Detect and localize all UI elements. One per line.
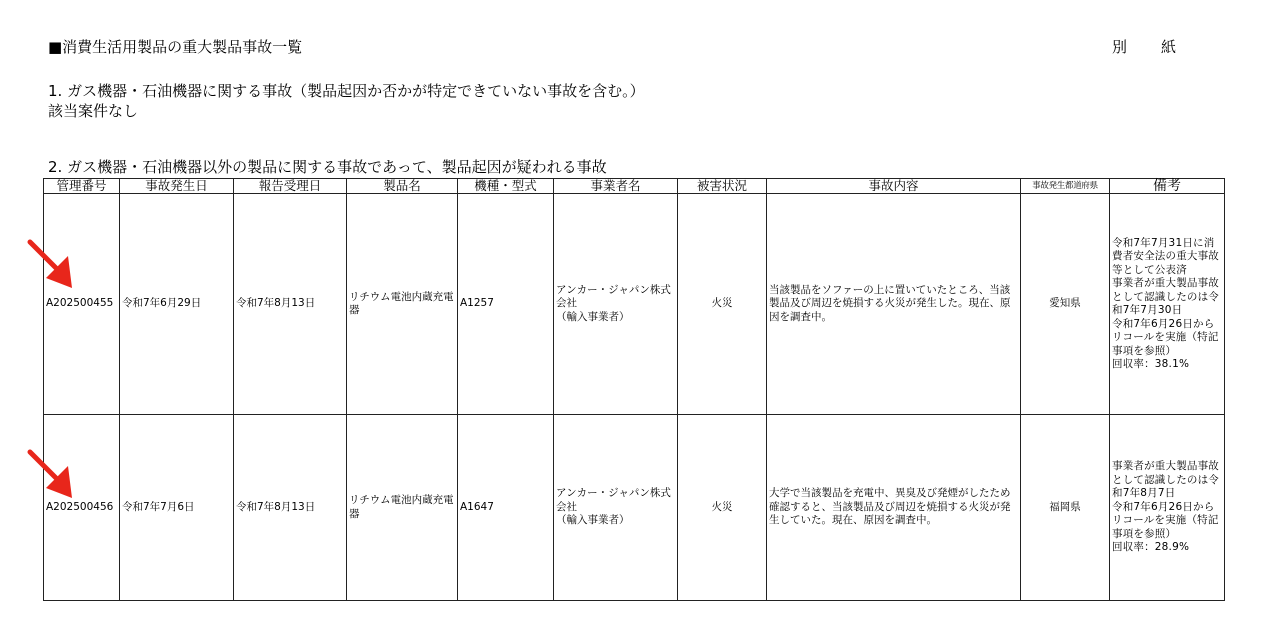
red-arrow-icon (24, 238, 84, 298)
table-header-row (44, 179, 1225, 194)
section1-content: 該当案件なし (48, 102, 139, 120)
cell-damage: 火災 (678, 415, 767, 601)
cell-damage: 火災 (678, 194, 767, 415)
section1-heading: 1. ガス機器・石油機器に関する事故（製品起因か否かが特定できていない事故を含む。） (48, 82, 645, 100)
attachment-label (1112, 36, 1176, 57)
header-company: 事業者名 (554, 179, 678, 194)
header-details: 事故内容 (767, 179, 1021, 194)
company-role: （輸入事業者） (556, 514, 630, 527)
table-row (44, 194, 1225, 415)
header-model: 機種・型式 (458, 179, 554, 194)
header-damage: 被害状況 (678, 179, 767, 194)
accident-table (43, 178, 1225, 601)
note-line: 回収率：28.9% (1112, 541, 1190, 554)
section2-heading: 2. ガス機器・石油機器以外の製品に関する事故であって、製品起因が疑われる事故 (48, 158, 607, 176)
note-line: 回収率：38.1% (1112, 358, 1190, 370)
cell-prefecture: 愛知県 (1021, 194, 1110, 415)
cell-model: A1257 (458, 194, 554, 415)
header-product: 製品名 (347, 179, 458, 194)
note-line: 事業者が重大製品事故として認識したのは令和7年7月30日 (1112, 277, 1219, 316)
company-role: （輸入事業者） (556, 310, 630, 323)
cell-notes (1110, 194, 1225, 415)
cell-notes (1110, 415, 1225, 601)
cell-received: 令和7年8月13日 (234, 194, 347, 415)
cell-product: リチウム電池内蔵充電器 (347, 194, 458, 415)
table-row (44, 415, 1225, 601)
cell-product: リチウム電池内蔵充電器 (347, 415, 458, 601)
note-line: 令和7年6月26日からリコールを実施（特記事項を参照） (1112, 317, 1219, 357)
cell-received: 令和7年8月13日 (234, 415, 347, 601)
cell-model: A1647 (458, 415, 554, 601)
red-arrow-icon (24, 448, 84, 508)
company-name: アンカー・ジャパン株式会社 (556, 487, 671, 513)
cell-company (554, 415, 678, 601)
cell-occurred: 令和7年6月29日 (120, 194, 234, 415)
header-prefecture: 事故発生都道府県 (1021, 179, 1110, 194)
attachment-label-2: 紙 (1161, 38, 1177, 56)
company-name: アンカー・ジャパン株式会社 (556, 283, 671, 310)
header-occurred: 事故発生日 (120, 179, 234, 194)
cell-prefecture: 福岡県 (1021, 415, 1110, 601)
cell-id: A202500455 (44, 194, 120, 415)
header-received: 報告受理日 (234, 179, 347, 194)
cell-details: 当該製品をソファーの上に置いていたところ、当該製品及び周辺を焼損する火災が発生した。現在、原因を調査中。 (767, 194, 1021, 415)
header-id: 管理番号 (44, 179, 120, 194)
cell-details: 大学で当該製品を充電中、異臭及び発煙がしたため確認すると、当該製品及び周辺を焼損する火災が発生していた。現在、原因を調査中。 (767, 415, 1021, 601)
note-line: 令和7年7月31日に消費者安全法の重大事故等として公表済 (1112, 236, 1219, 276)
header-notes: 備考 (1110, 179, 1225, 194)
cell-occurred: 令和7年7月6日 (120, 415, 234, 601)
note-line: 令和7年6月26日からリコールを実施（特記事項を参照） (1112, 500, 1219, 540)
note-line: 事業者が重大製品事故として認識したのは令和7年8月7日 (1112, 460, 1219, 500)
cell-company (554, 194, 678, 415)
cell-id: A202500456 (44, 415, 120, 601)
document-title: ■消費生活用製品の重大製品事故一覧 (48, 38, 303, 56)
attachment-label-1: 別 (1112, 38, 1128, 56)
